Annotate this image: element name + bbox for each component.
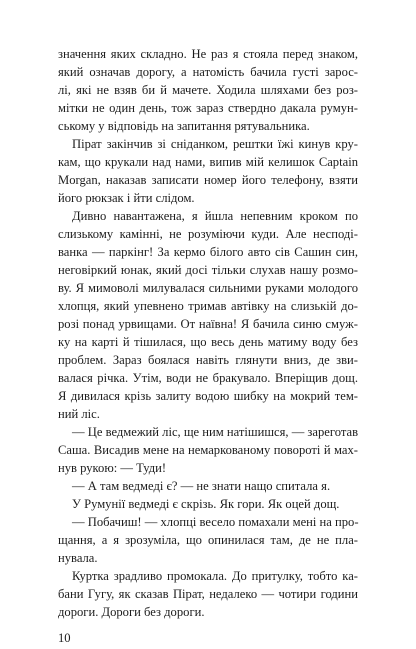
text-line: ний ліс. bbox=[58, 407, 100, 421]
text-line: нув рукою: — Туди! bbox=[58, 461, 167, 475]
text-line: Саша. Висадив мене на немаркованому повороті й мах- bbox=[58, 443, 358, 457]
text-line: неговіркий юнак, який досі тільки слухав нашу розмо- bbox=[58, 263, 358, 277]
text-line: мітки не один день, тож зараз ствердно дакала румун- bbox=[58, 101, 358, 115]
text-line: нувала. bbox=[58, 551, 98, 565]
text-line: — Побачиш! — хлопці весело помахали мені на про- bbox=[72, 515, 359, 529]
text-line: ському у відповідь на запитання рятувальника. bbox=[58, 119, 310, 133]
text-line: значення яких складно. Не раз я стояла перед знаком, bbox=[58, 47, 358, 61]
text-line: ву. Я мимоволі милувалася сильними руками молодого bbox=[58, 281, 358, 295]
text-line: Пірат закінчив зі сніданком, рештки їжі кинув кру- bbox=[72, 137, 358, 151]
text-line: кам, що крукали над нами, випив мій келишок Captain bbox=[58, 155, 358, 169]
text-line: Я дивилася крізь залиту водою шибку на мокрий тем- bbox=[58, 389, 358, 403]
text-line: Дивно навантажена, я йшла непевним кроком по bbox=[72, 209, 358, 223]
text-line: бани Гугу, як сказав Пірат, недалеко — чотири години bbox=[58, 587, 358, 601]
text-line: слизькому камінні, не розуміючи куди. Але несподі- bbox=[58, 227, 358, 241]
text-line: дороги. Дороги без дороги. bbox=[58, 605, 205, 619]
text-line: — Це ведмежий ліс, ще ним натішишся, — зареготав bbox=[72, 425, 359, 439]
text-line: ванка — паркінг! За кермо білого авто сів Сашин син, bbox=[58, 245, 358, 259]
text-line: розі понад урвищами. От наївна! Я бачила синю смуж- bbox=[58, 317, 358, 331]
text-line: валася річка. Утім, води не бракувало. Вперіщив дощ. bbox=[58, 371, 358, 385]
text-line: У Румунії ведмеді є скрізь. Як гори. Як оцей дощ. bbox=[72, 497, 340, 511]
page-number: 10 bbox=[58, 631, 71, 645]
text-line: Morgan, наказав записати номер його телефону, взяти bbox=[58, 173, 358, 187]
text-line: його рюкзак і йти слідом. bbox=[58, 191, 195, 205]
text-line: хлопця, який упевнено тримав автівку на слизькій до- bbox=[58, 299, 358, 313]
text-line: щання, а я зрозуміла, що опинилася там, де не пла- bbox=[58, 533, 358, 547]
text-line: лі, які не взяв би й мачете. Ходила шляхами без роз- bbox=[58, 83, 358, 97]
text-line: Куртка зрадливо промокала. До притулку, тобто ка- bbox=[72, 569, 358, 583]
text-line: проблем. Зараз боялася навіть глянути вниз, де зви- bbox=[58, 353, 358, 367]
text-line: ку на карті й тішилася, що весь день матиму воду без bbox=[58, 335, 358, 349]
text-line: який означав дорогу, а натомість бачила густі зарос- bbox=[58, 65, 358, 79]
text-line: — А там ведмеді є? — не знати нащо спитала я. bbox=[72, 479, 331, 493]
